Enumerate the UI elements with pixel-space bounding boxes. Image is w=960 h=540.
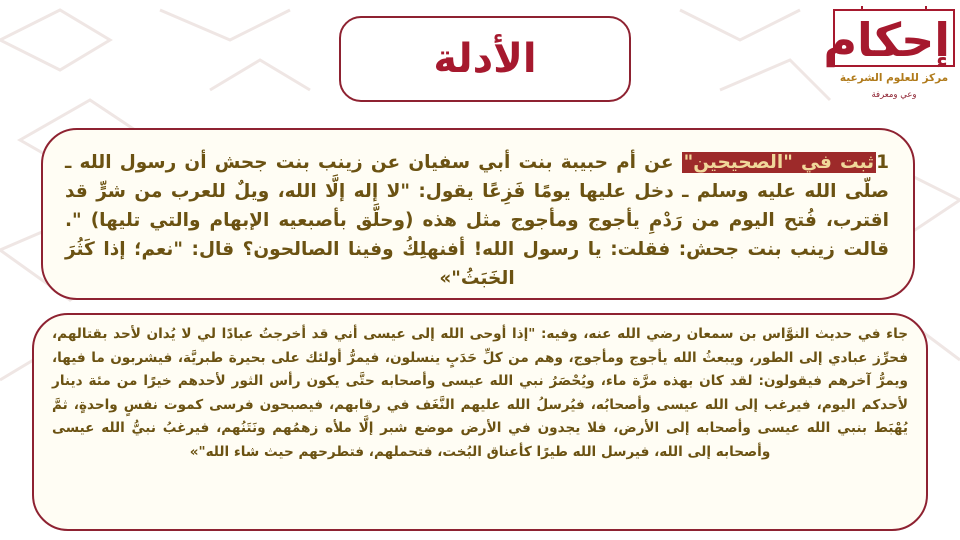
brand-logo: [823, 6, 956, 116]
evidence-highlight: ثبت في "الصحيحين": [683, 152, 875, 173]
evidence-text-2: جاء في حديث النوَّاس بن سمعان رضي الله عنه، وفيه: "إذا أوحى الله إلى عيسى أني قد أخرجتُ عبادًا لي لا يُدان لأحد بقتالهم، فحرِّز عبادي إلى الطور، ويبعثُ الله يأجوج ومأجوج، وهم من كلِّ حَدَبٍ ينسلون، فيمرُّ أولئك على بحيرة طبريَّة، فيشربون ما فيها، ويمرُّ آخرهم فيقولون: لقد كان بهذه مرَّة ماء، ويُحْصَرُ نبي الله عيسى وأصحابه حتَّى يكون رأس الثور لأحدهم خيرًا من مئة دينار لأحدكم اليوم، فيرغب إلى الله عيسى وأصحابُه، فيُرسلُ الله عليهم النَّغَف في رقابهم، فيصبحون فرسى كموت نفسٍ واحدةٍ، ثمَّ يُهْبَط بنبي الله عيسى وأصحابه إلى الأرض، فلا يجدون في الأرض موضع شبر إلَّا ملأه زهمُهم ونَتَنُهم، فيرغبُ نبيُّ الله عيسى وأصحابه إلى الله، فيرسل الله طيرًا كأعناق البُخت، فتحملهم، فتطرحهم حيث شاء الله"»: [52, 326, 908, 460]
page-title: الأدلة: [433, 36, 537, 82]
evidence-text-1: [65, 148, 889, 293]
evidence-body-1: عن أم حبيبة بنت أبي سفيان عن زينب بنت جحش أن رسول الله ـ صلّى الله عليه وسلم ـ دخل عليها يومًا فَزِعًا يقول: "لا إله إلَّا الله، ويلٌ للعرب من شرٍّ قد اقترب، فُتح اليوم من رَدْمِ يأجوج ومأجوج مثل هذه (وحلَّق بأصبعيه الإبهام والتي تليها) ". قالت زينب بنت جحش: فقلت: يا رسول الله! أفنهلِكُ وفينا الصالحون؟ قال: "نعم؛ إذا كَثُرَ الخَبَثُ"»: [65, 152, 889, 289]
logo-tagline: وعي ومعرفة: [871, 90, 917, 100]
evidence-number: 1: [876, 152, 889, 173]
logo-subtitle: مركز للعلوم الشرعية: [839, 72, 949, 84]
title-box: [339, 16, 631, 102]
logo-word: إحكام: [823, 13, 950, 67]
evidence-box-2: [32, 313, 928, 531]
evidence-box-1: [41, 128, 915, 300]
